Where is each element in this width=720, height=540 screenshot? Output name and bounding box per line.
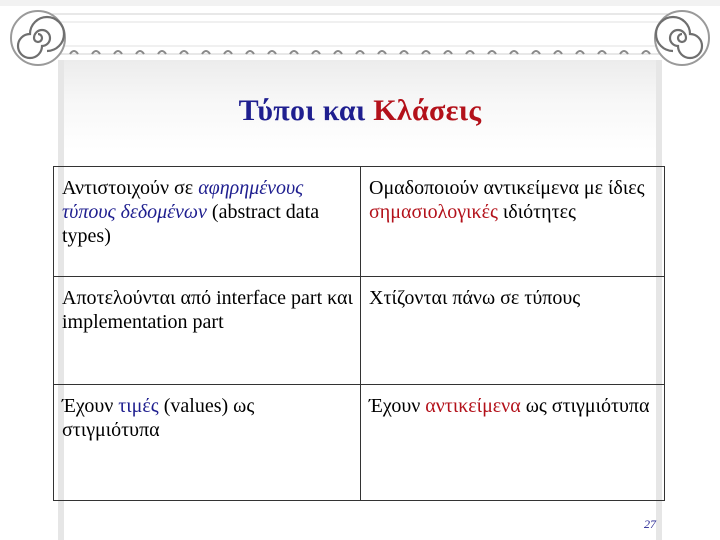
emphasis-values: τιμές [118, 395, 159, 417]
table-cell-classes: Χτίζονται πάνω σε τύπους [361, 277, 665, 385]
slide-title [0, 94, 720, 128]
title-part-types: Τύποι και [238, 94, 366, 127]
left-volute [11, 11, 65, 65]
table-cell-types: Αντιστοιχούν σε αφηρημένους τύπους δεδομένων (abstract data types) [54, 167, 361, 277]
title-part-classes: Κλάσεις [373, 94, 482, 127]
emphasis-abstract-types: αφηρημένους τύπους δεδομένων [62, 177, 304, 223]
table-row [54, 385, 665, 501]
page-number: 27 [644, 517, 656, 531]
comparison-table [53, 166, 665, 501]
table-cell-types: Έχουν τιμές (values) ως στιγμιότυπα [54, 385, 361, 501]
emphasis-semantic: σημασιολογικές [369, 201, 498, 223]
table-cell-classes: Ομαδοποιούν αντικείμενα με ίδιες σημασιολογικές ιδιότητες [361, 167, 665, 277]
table-row [54, 167, 665, 277]
emphasis-objects: αντικείμενα [425, 395, 521, 417]
table-row [54, 277, 665, 385]
table-cell-classes: Έχουν αντικείμενα ως στιγμιότυπα [361, 385, 665, 501]
right-volute [655, 11, 709, 65]
table-cell-types: Αποτελούνται από interface part και implementation part [54, 277, 361, 385]
